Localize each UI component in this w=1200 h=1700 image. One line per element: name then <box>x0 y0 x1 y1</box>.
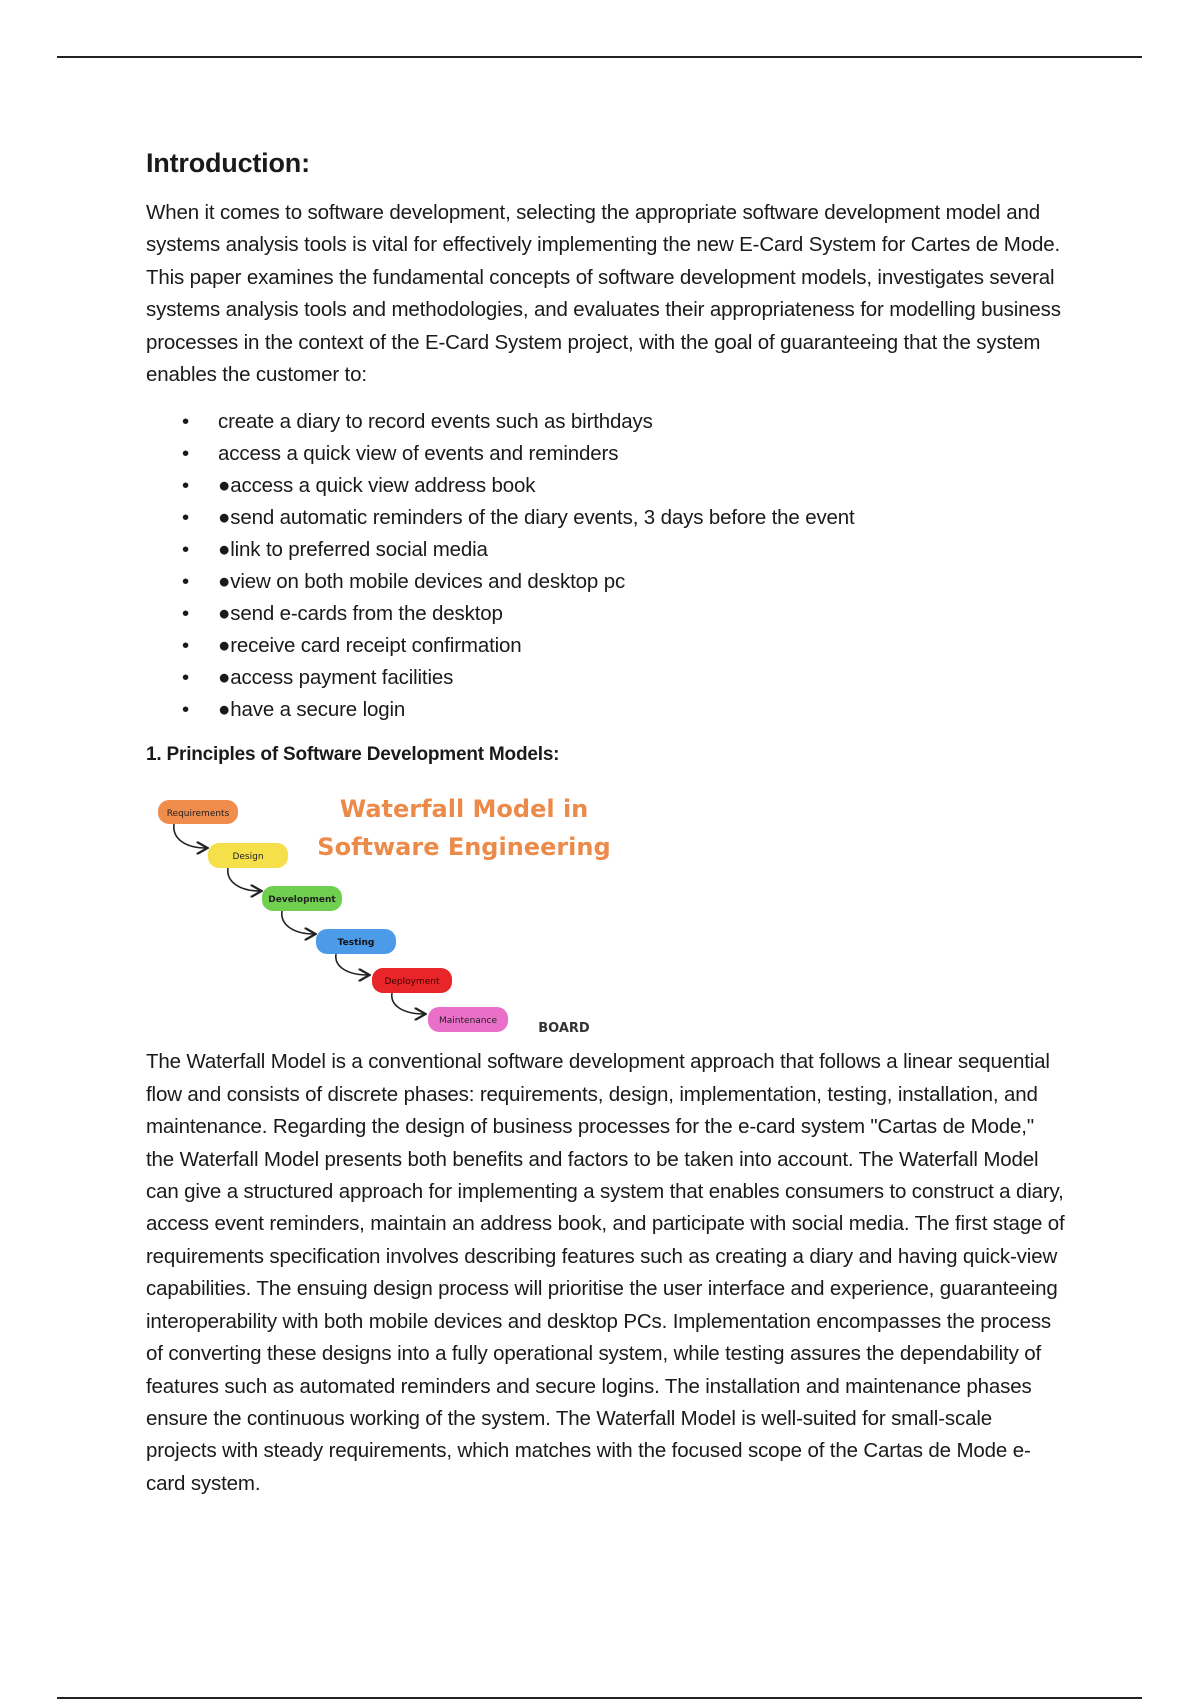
step-maintenance-label: Maintenance <box>439 1016 497 1027</box>
list-item: • ●access a quick view address book <box>146 470 1066 502</box>
waterfall-model-figure <box>146 784 626 1044</box>
list-item: • ●send automatic reminders of the diary events, 3 days before the event <box>146 502 1066 534</box>
list-item: • access a quick view of events and reminders <box>146 438 1066 470</box>
flow-arrow <box>174 824 206 848</box>
introduction-paragraph: When it comes to software development, selecting the appropriate software development model and systems analysis tools is vital for effectively implementing the new E-Card System for Cartes de Mode. This paper examines the fundamental concepts of software development models, investigates several systems analysis tools and methodologies, and evaluates their appropriateness for modelling business processes in the context of the E-Card System project, with the goal of guaranteeing that the system enables the customer to: <box>146 201 1061 387</box>
flow-arrow <box>282 911 314 934</box>
step-requirements-label: Requirements <box>166 809 230 820</box>
flow-arrow <box>228 868 260 891</box>
bullet-icon: • <box>182 666 190 690</box>
board-logo: BOARD <box>538 1021 590 1037</box>
step-development-label: Development <box>268 895 336 906</box>
step-design-label: Design <box>232 852 264 863</box>
introduction-heading: Introduction: <box>146 148 310 178</box>
bullet-icon: • <box>182 538 190 562</box>
step-testing-label: Testing <box>337 938 375 949</box>
section-heading: 1. Principles of Software Development Models: <box>146 744 560 766</box>
flow-arrow <box>392 993 424 1014</box>
list-item: • ●have a secure login <box>146 694 1066 726</box>
bullet-icon: • <box>182 410 190 434</box>
header-rule <box>57 56 1142 58</box>
requirements-list <box>146 406 1066 726</box>
list-item: • ●link to preferred social media <box>146 534 1066 566</box>
bullet-icon: • <box>182 474 190 498</box>
waterfall-paragraph: The Waterfall Model is a conventional software development approach that follows a linear sequential flow and consists of discrete phases: requirements, design, implementation, testing, installation, and maintenance. Regarding the design of business processes for the e-card system "Cartas de Mode," the Waterfall Model presents both benefits and factors to be taken into account. The Waterfall Model can give a structured approach for implementing a system that enables consumers to construct a diary, access event reminders, maintain an address book, and participate with social media. The first stage of requirements specification involves describing features such as creating a diary and having quick-view capabilities. The ensuing design process will prioritise the user interface and experience, guaranteeing interoperability with both mobile devices and desktop PCs. Implementation encompasses the process of converting these designs into a fully operational system, while testing assures the dependability of features such as automated reminders and secure logins. The installation and maintenance phases ensure the continuous working of the system. The Waterfall Model is well-suited for small-scale projects with steady requirements, which matches with the focused scope of the Cartas de Mode e-card system. <box>146 1050 1065 1495</box>
bullet-icon: • <box>182 442 190 466</box>
step-deployment-label: Deployment <box>384 977 440 988</box>
bullet-icon: • <box>182 698 190 722</box>
list-item: • ●view on both mobile devices and desktop pc <box>146 566 1066 598</box>
bullet-icon: • <box>182 602 190 626</box>
bullet-icon: • <box>182 634 190 658</box>
waterfall-diagram <box>146 784 626 1044</box>
footer-rule <box>57 1697 1142 1699</box>
list-item: • ●access payment facilities <box>146 662 1066 694</box>
list-item: • ●receive card receipt confirmation <box>146 630 1066 662</box>
bullet-icon: • <box>182 506 190 530</box>
list-item: • ●send e-cards from the desktop <box>146 598 1066 630</box>
flow-arrow <box>336 954 368 975</box>
page-content <box>146 148 1066 1500</box>
figure-title-line2: Software Engineering <box>317 833 611 862</box>
figure-title-line1: Waterfall Model in <box>339 795 589 824</box>
bullet-icon: • <box>182 570 190 594</box>
list-item: • create a diary to record events such as birthdays <box>146 406 1066 438</box>
